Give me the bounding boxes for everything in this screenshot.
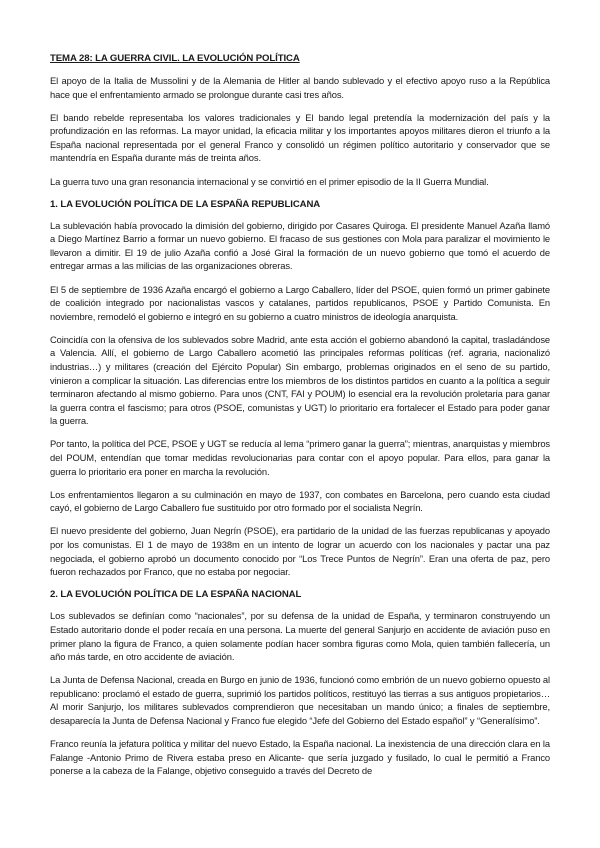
section2-paragraph: Los sublevados se definían como “nacionales”, por su defensa de la unidad de España, y terminaron construyendo un Estado autoritario donde el poder recaía en una persona. La muerte del general Sanjurjo en accidente de aviación puso en primer plano la figura de Franco, a quien solamente podían hacer sombra figuras como Mola, quien también fallecería, un año más tarde, en otro accidente de aviación. [50,610,550,663]
section-heading-republicana: 1. LA EVOLUCIÓN POLÍTICA DE LA ESPAÑA REPUBLICANA [50,198,321,210]
section1-paragraph: Los enfrentamientos llegaron a su culminación en mayo de 1937, con combates en Barcelona, pero cuando esta ciudad cayó, el gobierno de Largo Caballero fue sustituido por otro formado por el socialista Negrín. [50,488,550,514]
section-heading-nacional: 2. LA EVOLUCIÓN POLÍTICA DE LA ESPAÑA NACIONAL [50,589,302,601]
intro-paragraph: El bando rebelde representaba los valores tradicionales y El bando legal pretendía la modernización del país y la profundización en las reformas. La mayor unidad, la eficacia militar y los importantes apoyos militares dieron el triunfo a la España nacional representada por el general Franco y consolidó un régimen político autoritario y conservador que se mantendría en España durante más de treinta años. [50,111,550,164]
section2-paragraph: Franco reunía la jefatura política y militar del nuevo Estado, la España nacional. La inexistencia de una dirección clara en la Falange -Antonio Primo de Rivera estaba preso en Alicante- que sería juzgado y fusilado, lo cual le permitió a Franco ponerse a la cabeza de la Falange, objetivo conseguido a través del Decreto de [50,738,550,777]
section1-paragraph: La sublevación había provocado la dimisión del gobierno, dirigido por Casares Quiroga. El presidente Manuel Azaña llamó a Diego Martínez Barrio a formar un nuevo gobierno. El fracaso de sus gestiones con Mola para paralizar el movimiento le llevaron a dimitir. El 19 de julio Azaña confió a José Giral la formación de un nuevo gobierno que tomó el acuerdo de entregar armas a las milicias de las organizaciones obreras. [50,219,550,272]
section1-paragraph: El nuevo presidente del gobierno, Juan Negrín (PSOE), era partidario de la unidad de las fuerzas republicanas y apoyado por los comunistas. El 1 de mayo de 1938m en un intento de lograr un acuerdo con los nacionales y pactar una paz negociada, el gobierno aprobó un documento conocido por “Los Trece Puntos de Negrín”. Eran una oferta de paz, pero fueron rechazados por Franco, que no estaba por negociar. [50,525,550,578]
section1-paragraph: Por tanto, la política del PCE, PSOE y UGT se reducía al lema “primero ganar la guerra”; mientras, anarquistas y miembros del POUM, entendían que tomar medidas revolucionarias para contar con el apoyo popular. Para ellos, para ganar la guerra lo prioritario era poner en marcha la revolución. [50,438,550,477]
intro-paragraph: La guerra tuvo una gran resonancia internacional y se convirtió en el primer episodio de la II Guerra Mundial. [50,175,489,187]
section1-paragraph: Coincidía con la ofensiva de los sublevados sobre Madrid, ante esta acción el gobierno abandonó la capital, trasladándose a Valencia. Allí, el gobierno de Largo Caballero acometió las principales reformas políticas (ref. agraria, nacionalizó industrias…) y militares (creación del Ejército Popular) Sin embargo, problemas originados en el seno de su partido, vinieron a complicar la situación. Las diferencias entre los miembros de los distintos partidos en cuanto a la política a seguir terminaron afectando al mismo gobierno. Para unos (CNT, FAI y POUM) lo esencial era la revolución proletaria para ganar la guerra contra el fascismo; para otros (PSOE, comunistas y UGT) lo prioritario era fortalecer el Estado para poder ganar la guerra. [50,333,550,427]
section2-paragraph: La Junta de Defensa Nacional, creada en Burgo en junio de 1936, funcionó como embrión de un nuevo gobierno opuesto al republicano: proclamó el estado de guerra, suprimió los partidos políticos, restituyó las tierras a sus antiguos propietarios… Al morir Sanjurjo, los militares sublevados comprendieron que necesitaban un mando único; a finales de septiembre, desaparecía la Junta de Defensa Nacional y Franco fue elegido “Jefe del Gobierno del Estado español” y “Generalísimo”. [50,674,550,726]
section1-paragraph: El 5 de septiembre de 1936 Azaña encargó el gobierno a Largo Caballero, líder del PSOE, quien formó un primer gabinete de coalición integrado por nacionalistas vascos y catalanes, partidos republicanos, PSOE y Partido Comunista. En noviembre, remodeló el gobierno e integró en su gobierno a cuatro ministros de ideología anarquista. [50,283,550,322]
intro-paragraph: El apoyo de la Italia de Mussolini y de la Alemania de Hitler al bando sublevado y el efectivo apoyo ruso a la República hace que el enfrentamiento armado se prolongue durante casi tres años. [50,75,550,100]
document-title: TEMA 28: LA GUERRA CIVIL. LA EVOLUCIÓN POLÍTICA [50,53,300,64]
